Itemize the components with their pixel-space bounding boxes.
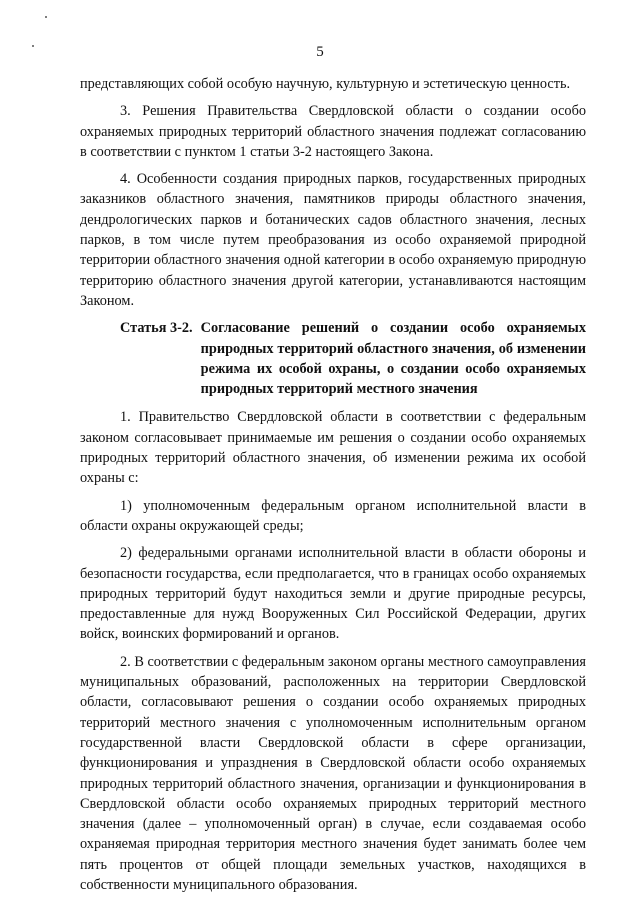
paragraph: 3. Решения Правительства Свердловской области о создании особо охраняемых природных территорий областного значения подлежат согласованию в соответствии с пунктом 1 статьи 3-2 настоящего Закона. <box>80 103 586 160</box>
article-heading <box>80 318 586 399</box>
paragraph: 2. В соответствии с федеральным законом органы местного самоуправления муниципальных образований, расположенных на территории Свердловской области, согласовывают решения о создании особо охраняемых природных территорий местного значения с уполномоченным исполнительным органом государственной власти Свердловской области в сфере организации, функционирования и упразднения в Свердловской области особо охраняемых природных территорий областного значения, организации и функционирования в Свердловской области особо охраняемых природных территорий местного значения (далее – уполномоченный орган) в случае, если создаваемая особо охраняемая природная территория местного значения будет занимать более чем пять процентов от общей площади земельных участков, находящихся в собственности муниципального образования. <box>80 653 586 893</box>
article-title: Согласование решений о создании особо охраняемых природных территорий областного значения, об изменении режима их особой охраны, о создании особо охраняемых природных территорий местного значения <box>200 320 586 398</box>
article-number: Статья 3-2. <box>120 320 193 337</box>
paragraph: представляющих собой особую научную, культурную и эстетическую ценность. <box>80 76 571 92</box>
page-number: 5 <box>316 44 324 60</box>
paragraph: 1. Правительство Свердловской области в соответствии с федеральным законом согласовывает принимаемые им решения о создании особо охраняемых природных территорий областного значения, об изменении режима их особой охраны с: <box>80 409 586 487</box>
paragraph: 2) федеральными органами исполнительной власти в области обороны и безопасности государства, если предполагается, что в границах особо охраняемых природных территорий будут находиться земли и другие природные ресурсы, предоставленные для нужд Вооруженных Сил Российской Федерации, других войск, воинских формирований и органов. <box>80 545 586 643</box>
paragraph: 1) уполномоченным федеральным органом исполнительной власти в области охраны окружающей среды; <box>80 497 586 534</box>
scan-mark <box>45 16 47 18</box>
document-body <box>80 74 586 902</box>
paragraph: 4. Особенности создания природных парков, государственных природных заказников областного значения, памятников природы областного значения, дендрологических парков и ботанических садов областного значения, лесных парков, в том числе путем преобразования из особо охраняемой природной территории областного значения одной категории в особо охраняемую природную территорию областного значения другой категории, устанавливаются настоящим Законом. <box>80 171 586 309</box>
